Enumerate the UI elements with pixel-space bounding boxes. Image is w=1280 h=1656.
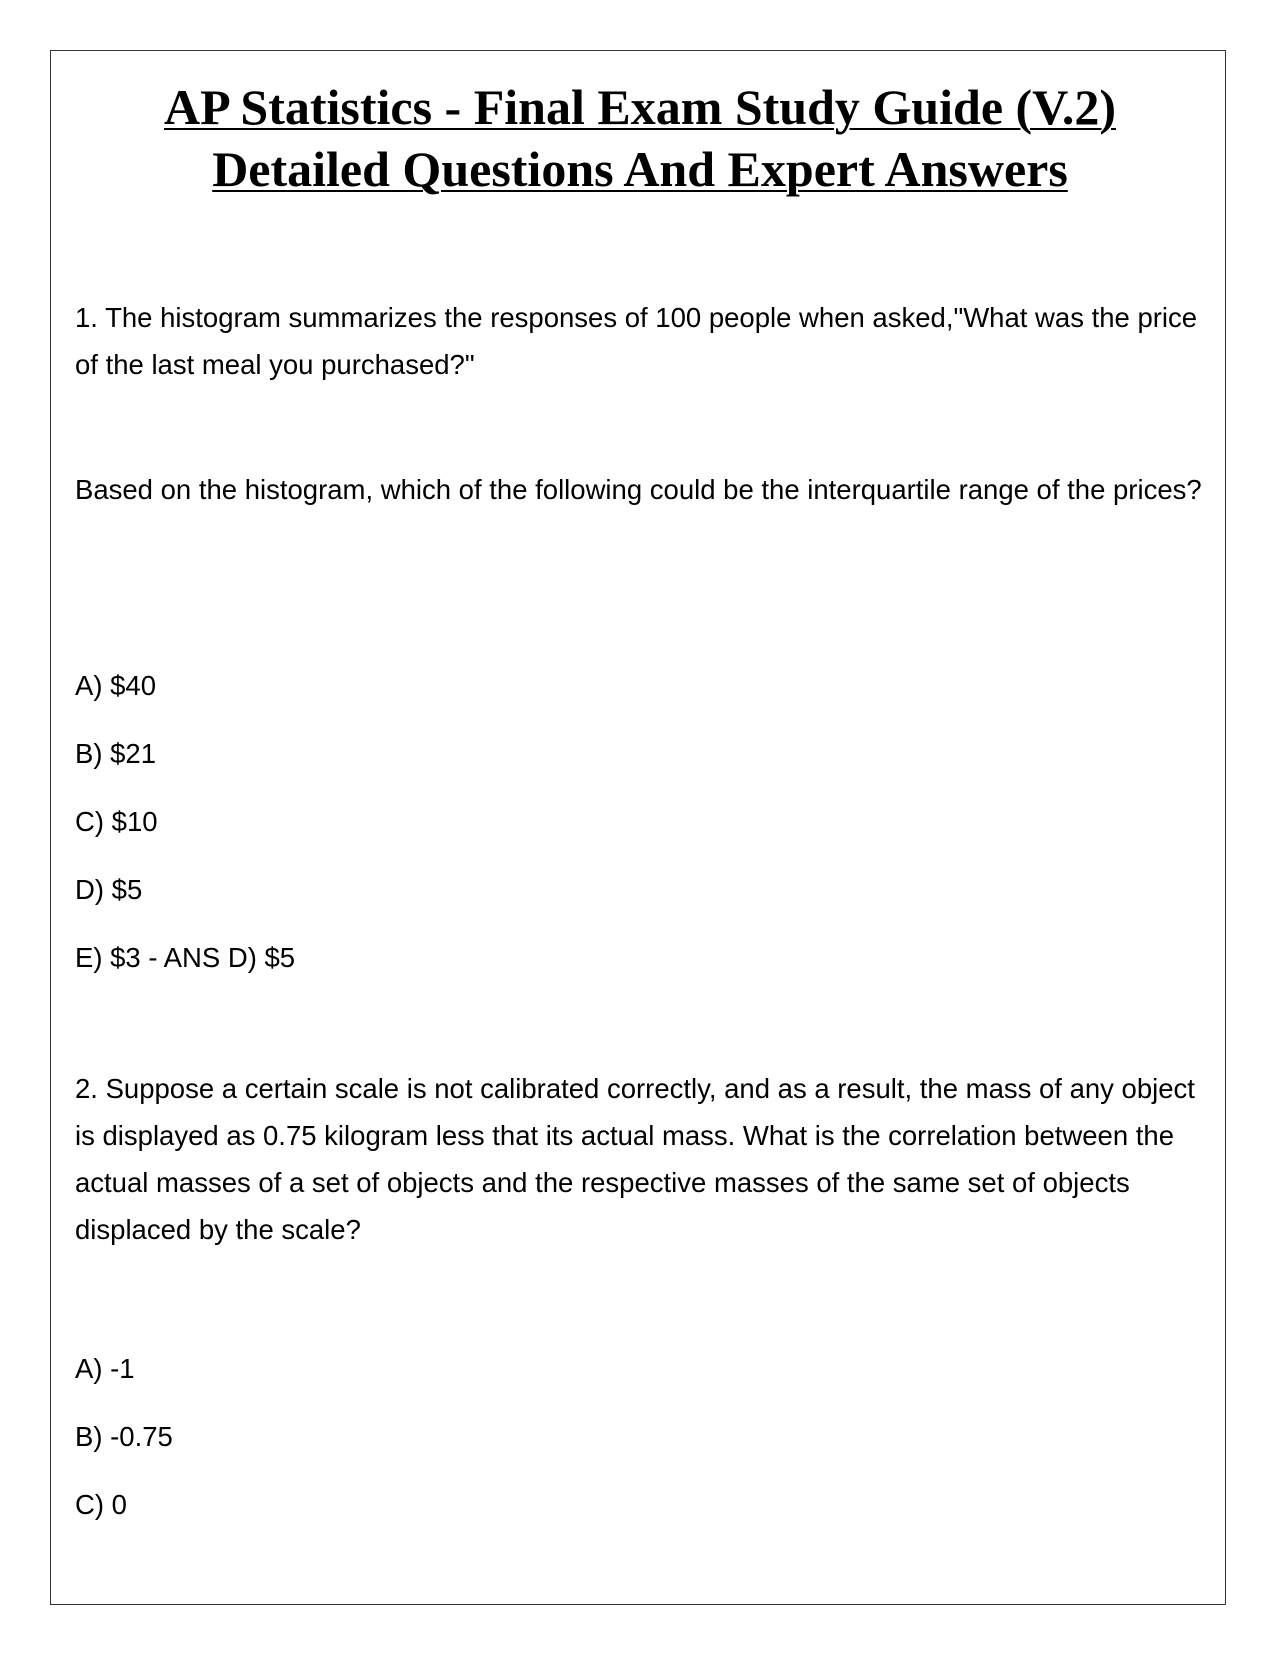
title-line-2: Detailed Questions And Expert Answers bbox=[212, 141, 1068, 197]
question-1-option-c: C) $10 bbox=[75, 806, 158, 837]
question-1-prompt: Based on the histogram, which of the following could be the interquartile range of the prices? bbox=[75, 474, 1202, 505]
page-border bbox=[50, 50, 1226, 1605]
question-2-option-a: A) -1 bbox=[75, 1353, 135, 1384]
question-1-option-a: A) $40 bbox=[75, 670, 157, 701]
question-2-stem: 2. Suppose a certain scale is not calibrated correctly, and as a result, the mass of any object is displayed as 0.75 kilogram less that its actual mass. What is the correlation between the actual masses of a set of objects and the respective masses of the same set of objects displaced by the scale? bbox=[75, 1073, 1195, 1245]
document-title bbox=[0, 76, 1280, 200]
question-1-option-e-answer: E) $3 - ANS D) $5 bbox=[75, 942, 296, 973]
question-2-option-b: B) -0.75 bbox=[75, 1421, 173, 1452]
title-line-1: AP Statistics - Final Exam Study Guide (V.2) bbox=[164, 79, 1116, 135]
question-2-option-c: C) 0 bbox=[75, 1489, 127, 1520]
question-1-stem: 1. The histogram summarizes the responses of 100 people when asked,"What was the price of the last meal you purchased?" bbox=[75, 302, 1198, 380]
question-1-option-b: B) $21 bbox=[75, 738, 157, 769]
question-1-option-d: D) $5 bbox=[75, 874, 143, 905]
